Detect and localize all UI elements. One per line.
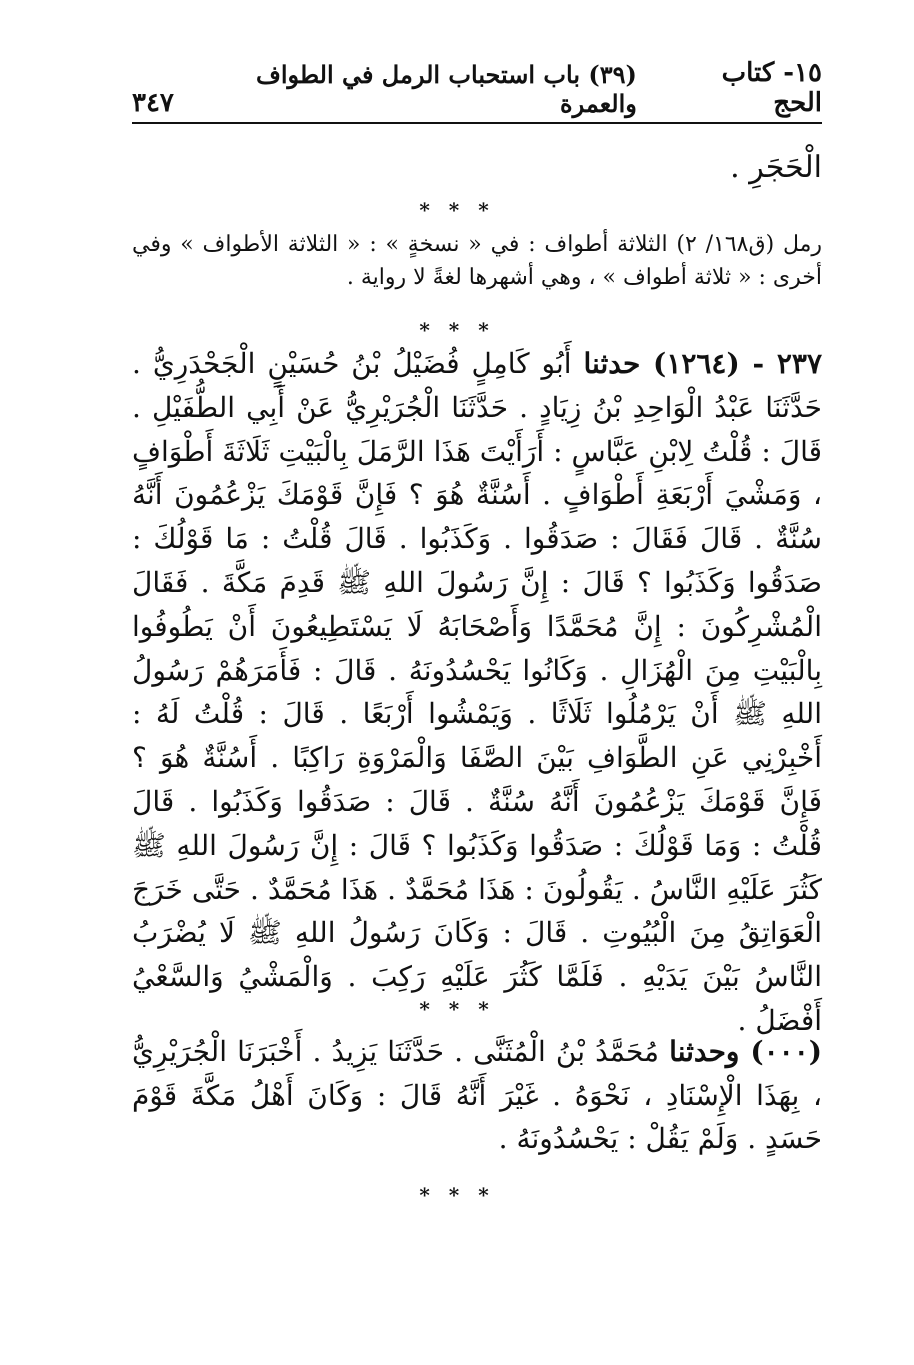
header-chapter-title: (٣٩) باب استحباب الرمل في الطواف والعمرة bbox=[256, 60, 637, 118]
separator-stars-1: * * * bbox=[419, 198, 495, 222]
separator-stars-3: * * * bbox=[419, 997, 495, 1021]
hadith-237-number: ٢٣٧ - (١٢٦٤) حدثنا bbox=[583, 347, 822, 380]
hadith-237-text: أَبُو كَامِلٍ فُضَيْلُ بْنُ حُسَيْنٍ الْجَحْدَرِيُّ . حَدَّثَنَا عَبْدُ الْوَاحِدِ بْنُ زِيَادٍ . حَدَّثَنَا الْجُرَيْرِيُّ عَنْ أَبِي الطُّفَيْلِ . قَالَ : قُلْتُ لِابْنِ عَبَّاسٍ : أَرَأَيْتَ هَذَا الرَّمَلَ بِالْبَيْتِ ثَلَاثَةَ أَطْوَافٍ ، وَمَشْيَ أَرْبَعَةِ أَطْوَافٍ . أَسُنَّةٌ هُوَ ؟ فَإِنَّ قَوْمَكَ يَزْعُمُونَ أَنَّهُ سُنَّةٌ . قَالَ فَقَالَ : صَدَقُوا . وَكَذَبُوا . قَالَ قُلْتُ : مَا قَوْلُكَ : صَدَقُوا وَكَذَبُوا ؟ قَالَ : إِنَّ رَسُولَ اللهِ ﷺ قَدِمَ مَكَّةَ . فَقَالَ الْمُشْرِكُونَ : إِنَّ مُحَمَّدًا وَأَصْحَابَهُ لَا يَسْتَطِيعُونَ أَنْ يَطُوفُوا بِالْبَيْتِ مِنَ الْهُزَالِ . وَكَانُوا يَحْسُدُونَهُ . قَالَ : فَأَمَرَهُمْ رَسُولُ اللهِ ﷺ أَنْ يَرْمُلُوا ثَلَاثًا . وَيَمْشُوا أَرْبَعًا . قَالَ : قُلْتُ لَهُ : أَخْبِرْنِي عَنِ الطَّوَافِ بَيْنَ الصَّفَا وَالْمَرْوَةِ رَاكِبًا . أَسُنَّةٌ هُوَ ؟ فَإِنَّ قَوْمَكَ يَزْعُمُونَ أَنَّهُ سُنَّةٌ . قَالَ : صَدَقُوا وَكَذَبُوا . قَالَ قُلْتُ : وَمَا قَوْلُكَ : صَدَقُوا وَكَذَبُوا ؟ قَالَ : إِنَّ رَسُولَ اللهِ ﷺ كَثُرَ عَلَيْهِ النَّاسُ . يَقُولُونَ : هَذَا مُحَمَّدٌ . هَذَا مُحَمَّدٌ . حَتَّى خَرَجَ الْعَوَاتِقُ مِنَ الْبُيُوتِ . قَالَ : وَكَانَ رَسُولُ اللهِ ﷺ لَا يُضْرَبُ النَّاسُ بَيْنَ يَدَيْهِ . فَلَمَّا كَثُرَ عَلَيْهِ رَكِبَ . وَالْمَشْيُ وَالسَّعْيُ أَفْضَلُ . bbox=[132, 347, 822, 1037]
hadith-237 bbox=[132, 342, 822, 1043]
page-number: ٣٤٧ bbox=[132, 88, 174, 118]
separator-stars-4: * * * bbox=[419, 1183, 495, 1207]
hadith-000 bbox=[132, 1030, 822, 1161]
header-titles bbox=[174, 58, 822, 122]
running-header bbox=[132, 58, 822, 124]
continuation-line: الْحَجَرِ . bbox=[730, 150, 822, 185]
header-book-title: ١٥- كتاب الحج bbox=[721, 58, 822, 118]
variant-note: رمل (ق١٦٨/ ٢) الثلاثة أطواف : في « نسخةٍ » : « الثلاثة الأطواف » وفي أخرى : « ثلاثة أطواف » ، وهي أشهرها لغةً لا رواية . bbox=[132, 232, 823, 290]
hadith-000-number: (٠٠٠) وحدثنا bbox=[669, 1035, 823, 1068]
separator-stars-2: * * * bbox=[419, 318, 495, 342]
hadith-000-text: مُحَمَّدُ بْنُ الْمُثَنَّى . حَدَّثَنَا يَزِيدُ . أَخْبَرَنَا الْجُرَيْرِيُّ ، بِهَذَا الْإِسْنَادِ ، نَحْوَهُ . غَيْرَ أَنَّهُ قَالَ : وَكَانَ أَهْلُ مَكَّةَ قَوْمَ حَسَدٍ . وَلَمْ يَقُلْ : يَحْسُدُونَهُ . bbox=[132, 1035, 822, 1155]
